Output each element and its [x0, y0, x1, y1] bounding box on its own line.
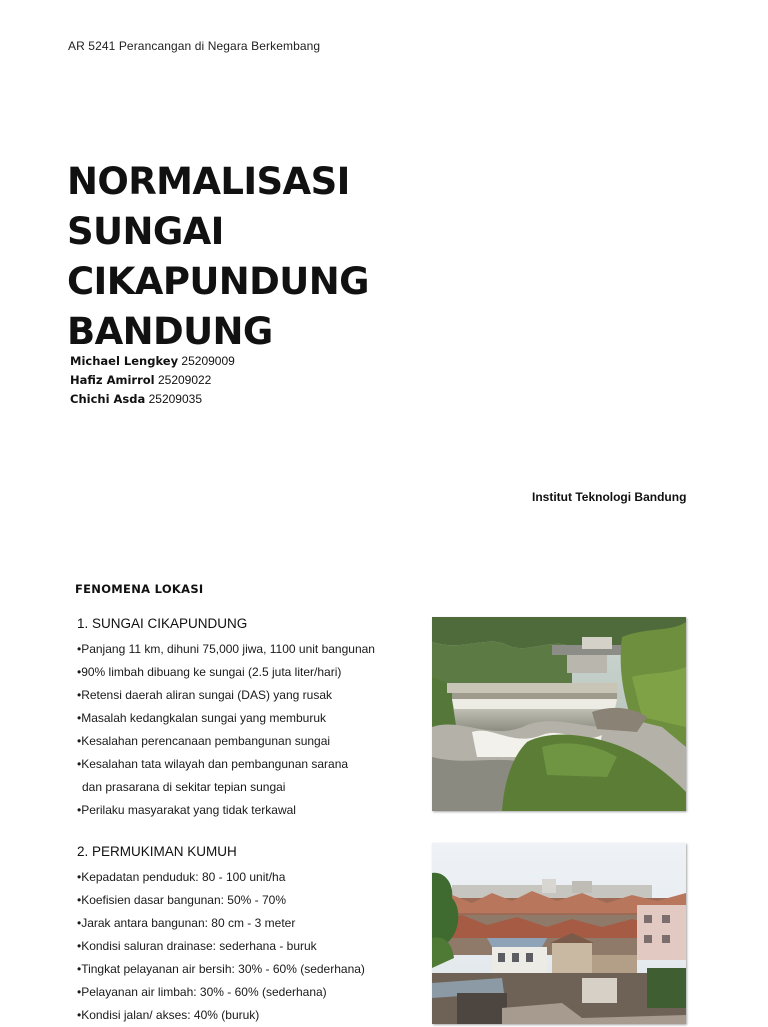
- slum-facts-list: [77, 866, 365, 1027]
- list-item: •Koefisien dasar bangunan: 50% - 70%: [77, 893, 287, 907]
- river-section: [77, 615, 375, 822]
- section-heading: FENOMENA LOKASI: [75, 582, 204, 596]
- list-item: •Pelayanan air limbah: 30% - 60% (sederhana): [77, 985, 327, 999]
- river-section-heading: 1. SUNGAI CIKAPUNDUNG: [77, 616, 248, 631]
- list-item: •Masalah kedangkalan sungai yang memburuk: [77, 711, 327, 725]
- river-weir-photo: [432, 617, 686, 811]
- list-item: •Kepadatan penduduk: 80 - 100 unit/ha: [77, 870, 286, 884]
- slum-section-heading: 2. PERMUKIMAN KUMUH: [77, 844, 237, 859]
- institution-name: Institut Teknologi Bandung: [532, 490, 687, 504]
- author-nim: 25209022: [157, 373, 212, 387]
- author-list: [70, 352, 235, 409]
- title-line: BANDUNG: [67, 310, 273, 353]
- author-name: Hafiz Amirrol: [70, 373, 155, 387]
- list-item: •Kondisi jalan/ akses: 40% (buruk): [77, 1008, 260, 1022]
- author-row: [70, 371, 235, 390]
- course-header: AR 5241 Perancangan di Negara Berkembang: [68, 39, 321, 53]
- author-row: [70, 390, 235, 409]
- list-item: •Perilaku masyarakat yang tidak terkawal: [77, 803, 296, 817]
- slum-settlement-photo: [432, 843, 686, 1024]
- title-line: SUNGAI: [67, 210, 224, 253]
- list-item: •Kondisi saluran drainase: sederhana - buruk: [77, 939, 317, 953]
- author-row: [70, 352, 235, 371]
- author-nim: 25209035: [148, 392, 202, 406]
- title-line: CIKAPUNDUNG: [67, 260, 369, 303]
- river-facts-list: [77, 638, 375, 822]
- list-item: •Jarak antara bangunan: 80 cm - 3 meter: [77, 916, 296, 930]
- author-nim: 25209009: [181, 354, 235, 368]
- title-line: NORMALISASI: [67, 160, 350, 203]
- author-name: Chichi Asda: [70, 392, 146, 406]
- list-item: •Kesalahan tata wilayah dan pembangunan sarana: [77, 757, 349, 771]
- author-name: Michael Lengkey: [70, 354, 179, 368]
- document-title: [67, 157, 369, 357]
- list-item: dan prasarana di sekitar tepian sungai: [82, 780, 286, 794]
- list-item: •Kesalahan perencanaan pembangunan sungai: [77, 734, 331, 748]
- list-item: •Tingkat pelayanan air bersih: 30% - 60% (sederhana): [77, 962, 365, 976]
- list-item: •Retensi daerah aliran sungai (DAS) yang rusak: [77, 688, 332, 702]
- slum-section: [77, 843, 365, 1027]
- list-item: •Panjang 11 km, dihuni 75,000 jiwa, 1100 unit bangunan: [77, 642, 375, 656]
- list-item: •90% limbah dibuang ke sungai (2.5 juta liter/hari): [77, 665, 342, 679]
